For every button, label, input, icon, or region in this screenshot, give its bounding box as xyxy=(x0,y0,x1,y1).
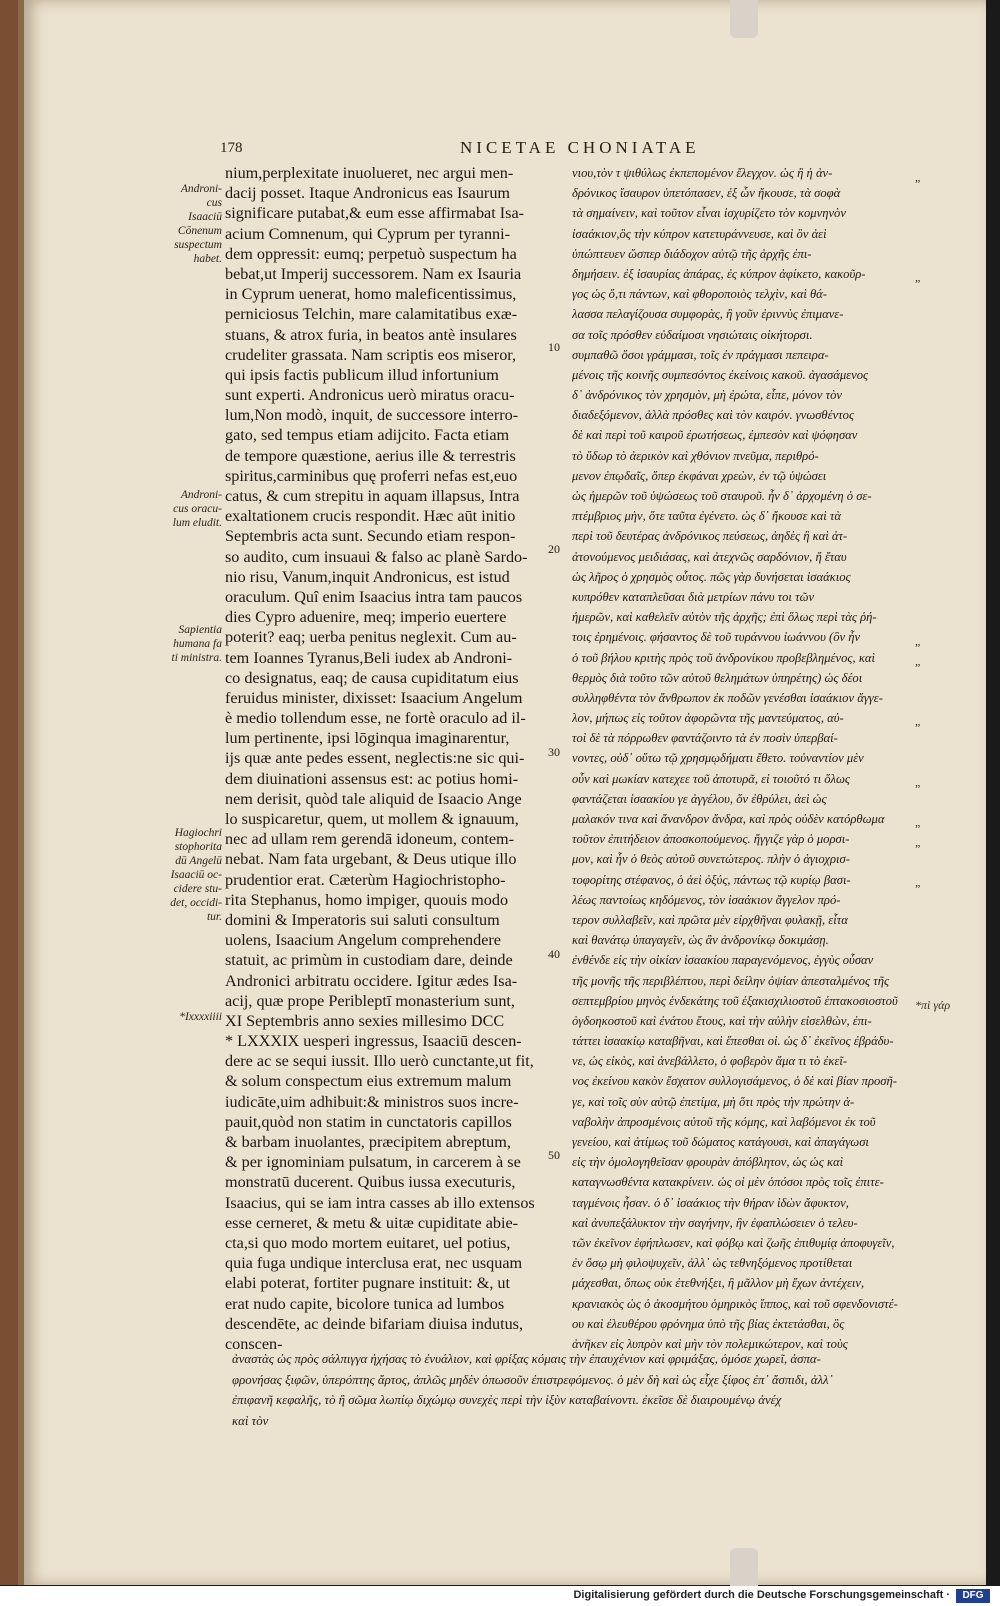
greek-text-line: θερμὸς διὰ τοῦτο τῶν αὐτοῦ θελημάτων ὑπηρέτης) ὡς δέοι xyxy=(572,670,863,685)
latin-text-line: sunt experti. Andronicus uerò miratus oracu- xyxy=(225,386,515,405)
greek-text-line: οὖν καὶ μωκίαν κατεχεε τοῦ ἀποτυρᾶ, εἰ τοιοῦτό τι ὅλως xyxy=(572,771,851,786)
greek-text-line: γε, καὶ τοῖς σὺν αὐτῷ ἐπετίμα, μὴ ὅτι πρὸς τὴν πρώτην ἀ- xyxy=(572,1094,855,1109)
funding-notice: Digitalisierung gefördert durch die Deutsche Forschungsgemeinschaft · xyxy=(573,1589,950,1601)
latin-text-line: esse cerneret, & metu & uitæ cupiditate abie- xyxy=(225,1213,519,1232)
latin-text-line: qui ipsis factis publicum illud infortunium xyxy=(225,365,499,384)
latin-text-line: tem Ioannes Tyranus,Beli iudex ab Androni- xyxy=(225,648,513,667)
dfg-logo: DFG xyxy=(956,1589,990,1603)
greek-text-line: νοντες, οὐδ᾽ οὕτω τῷ χρησμῳδήματι ἔθετο. τοὐναντίον μὲν xyxy=(572,751,864,766)
greek-text-line: σα τοῖς πρόσθεν εὐδαίμοσι νησιώταις οἰκήτορσι. xyxy=(572,327,813,342)
margin-note: Androni- cus Isaaciū Cōnenum suspectum habet. xyxy=(174,183,222,265)
greek-text-line: μαλακόν τινα καὶ ἄνανδρον ἄνδρα, καὶ πρὸς οὐδὲν κατόρθωμα xyxy=(572,812,885,826)
quote-mark: „ xyxy=(915,815,921,829)
greek-text-line: ἐπιφανῆ κεφαλῆς, τὸ ἢ σῶμα λωπίῳ διχώμῳ συνεχὲς περὶ τὴν ἰξὺν καταβαίνοντι. ἐκεῖσε δὲ διαιρουμένῳ ἀνέχ xyxy=(232,1393,782,1407)
line-number: 30 xyxy=(548,745,560,759)
latin-text-line: & solum conspectum eius extremum malum xyxy=(225,1072,512,1091)
latin-text-line: dacij posset. Itaque Andronicus eas Isaurum xyxy=(225,184,511,203)
quote-mark: „ xyxy=(915,875,921,889)
bottom-greek-block xyxy=(232,1349,922,1431)
latin-text-line: nem derisit, quòd tale aliquid de Isaacio Ange xyxy=(225,789,522,808)
latin-text-line: & per ignominiam pulsatum, in carcerem à se xyxy=(225,1153,521,1172)
greek-text-line: ἡμερῶν, καὶ καθελεῖν αὐτὸν τῆς ἀρχῆς; ἐπὶ ὅλως περὶ τὰς ῥή- xyxy=(572,610,877,625)
page-number: 178 xyxy=(220,140,243,156)
latin-text-line: monstratū ducerent. Quibus iussa executuris, xyxy=(225,1173,516,1192)
latin-text-line: de tempore quæstione, aerius ille & terrestris xyxy=(225,446,516,465)
latin-text-line: & barbam inuolantes, præcipitem abreptum, xyxy=(225,1133,511,1151)
latin-text-line: exaltationem crucis respondit. Hæc aūt initio xyxy=(225,507,516,526)
greek-text-line: σεπτεμβρίου μηνὸς ἑνδεκάτης τοῦ ἑξακισχιλιοστοῦ ἑπτακοσιοστοῦ xyxy=(572,993,898,1008)
greek-text-line: ου καὶ ἐλευθέρου φρόνημα ὑπὸ τῆς βίας ἐκτετάσθαι, ὃς xyxy=(572,1316,845,1331)
line-number: 50 xyxy=(548,1148,560,1162)
line-number: 40 xyxy=(548,947,560,961)
greek-text-line: τερον συλλαβεῖν, καὶ πρῶτα μὲν εἰρχθῆναι φυλακῇ, εἶτα xyxy=(572,912,848,927)
latin-text-line: spiritus,carminibus quę proferri nefas est,euo xyxy=(225,466,518,485)
greek-text-line: ἐνθένδε εἰς τὴν οἰκίαν ἰσαακίου παραγενόμενος, ἐγγὺς οὖσαν xyxy=(572,953,874,968)
greek-text-line: πτέμβριος μὴν, ὅτε ταῦτα ἐγένετο. ὡς δ᾽ ἤκουσε καὶ τὰ xyxy=(572,509,842,524)
latin-text-line: Septembris acta sunt. Secundo etiam respon- xyxy=(225,527,516,546)
quote-mark: „ xyxy=(915,634,921,648)
latin-text-line: rita Stephanus, homo impiger, quouis modo xyxy=(225,890,509,909)
greek-text-line: λασσα πελαγίζουσα συμφορὰς, ἢ γοῦν ἐριννὺς ἐπιμανε- xyxy=(572,307,844,322)
greek-text-line: μενον ἐπῳδαῖς, ὅπερ ἐκφάναι χρεὼν, ἐν τῷ ὑψώσει xyxy=(572,468,827,483)
line-number: 10 xyxy=(548,340,560,354)
latin-text-line: nio risu, Vanum,inquit Andronicus, est istud xyxy=(225,567,510,586)
greek-text-line: συμπαθῶ ὅσοι γράμμασι, τοῖς ἐν πράγμασι πεπειρα- xyxy=(572,347,829,362)
latin-text-line: descendēte, ac deinde bifariam diuisa indutus, xyxy=(225,1314,524,1333)
greek-text-line: ὡς ἡμερῶν τοῦ ὑψώσεως τοῦ σταυροῦ. ἦν δ᾽ ἀρχομένη ὁ σε- xyxy=(572,489,872,503)
latin-text-line: conscen- xyxy=(225,1334,283,1353)
greek-text-line: ἐν ὅσῳ μὴ φιλοψυχεῖν, ἀλλ᾽ ὡς τεθνηξόμενος προτίθεται xyxy=(572,1256,853,1271)
running-title: NICETAE CHONIATAE xyxy=(460,138,700,157)
latin-text-line: lum,Non modò, inquit, de successore interro- xyxy=(225,406,519,425)
margin-note: Androni- cus oracu- lum eludit. xyxy=(172,489,222,529)
greek-text-line: συλληφθέντα τὸν ἄνθρωπον ἐκ ποδῶν γενέσθαι ἰσαάκιον ἄγγε- xyxy=(572,690,883,705)
greek-text-line: τὸ ὕδωρ τὸ ἀερικὸν καὶ χθόνιον πνεῦμα, περιθρό- xyxy=(572,448,819,463)
greek-text-line: ὁ τοῦ βήλου κριτὴς πρὸς τοῦ ἀνδρονίκου προβεβλημένος, καὶ xyxy=(572,650,875,665)
latin-text-line: dem diuinationi assensus est: ac potius homi- xyxy=(225,769,519,788)
greek-text-line: κυπρόθεν καταπλεῦσαι διὰ μετρίων πάνυ τοι τῶν xyxy=(572,589,815,604)
latin-text-line: perniciosus Telchin, mare calamitatibus exæ- xyxy=(225,305,518,324)
margin-note: Hagiochri stophorita dū Angelū Isaaciū oc- cidere stu- det, occidi- tur. xyxy=(170,827,222,923)
book-spine xyxy=(0,0,18,1585)
latin-text-line: stuans, & atrox furia, in beatos antè insulares xyxy=(225,325,517,344)
quote-mark: „ xyxy=(915,170,921,184)
greek-text-line: γενείου, καὶ ἀτίμως τοῦ δώματος κατάγουσι, καὶ ἀπαγάγωσι xyxy=(572,1135,869,1149)
greek-column xyxy=(572,163,912,1354)
greek-text-line: ναβολὴν ἀπροσμένοις αὐτοῦ τῆς κόμης, καὶ λαβόμενοι ἐκ τοῦ xyxy=(572,1114,876,1129)
greek-text-line: περὶ τοῦ δευτέρας ἀνδρόνικος πεύσεως, ἀηδὲς ἢ καὶ ἀτ- xyxy=(572,529,848,544)
latin-text-line: dies Cypro aduenire, meq; imperio euertere xyxy=(225,608,507,627)
latin-text-line: uolens, Isaacium Angelum comprehendere xyxy=(225,931,501,950)
greek-text-line: μον, καὶ ἦν ὁ θεὸς αὐτοῦ συνετώτερος. πλὴν ὁ ἁγιοχρισ- xyxy=(572,852,850,867)
latin-text-line: feruidus minister, dixisset: Isaacium Angelum xyxy=(225,688,523,707)
greek-text-line: καταγνωσθέντα κατακρίνειν. ὡς οἱ μὲν ὁπόσοι πρὸς τοῖς ἐπιτε- xyxy=(572,1175,884,1190)
latin-text-line: nebat. Nam fata urgebant, & Deus utique illo xyxy=(225,850,517,869)
latin-text-line: Isaacius, qui se iam intra casses ab illo extensos xyxy=(225,1193,535,1212)
latin-text-line: acium Comnenum, qui Cyprum per tyranni- xyxy=(225,224,511,243)
greek-text-line: δημήσειν. ἐξ ἰσαυρίας ἀπάρας, ἐς κύπρον ἀφίκετο, κακοῦρ- xyxy=(572,266,866,281)
greek-text-line: δρόνικος ἴσαυρον ὑπετόπασεν, ἐξ ὧν ἤκουσε, τὰ σοφὰ xyxy=(572,186,841,201)
page-clip-top xyxy=(730,0,758,38)
latin-text-line: erat nudo capite, bicolore tunica ad lumbos xyxy=(225,1294,505,1313)
greek-text-line: ὑπώπτευεν ὥσπερ διάδοχον αὐτῷ τῆς ἀρχῆς ἐπι- xyxy=(572,246,812,261)
greek-text-line: κρανιακὸς ὡς ὁ ἀκοσμήτου ὁμηρικὸς ἵππος, καὶ τοῦ σφενδονιστέ- xyxy=(572,1296,898,1311)
greek-text-line: τοὶ δὲ τὰ πόρρωθεν φαντάζοιντο τὰ ἐν ποσὶν ὑπερβαί- xyxy=(572,731,838,746)
latin-text-line: lo suspicaretur, quem, ut mollem & ignauum, xyxy=(225,810,519,828)
margin-note: Sapientia humana fa ti ministra. xyxy=(171,624,222,664)
latin-column xyxy=(225,163,555,1354)
greek-text-line: δ᾽ ἀνδρόνικος τὸν χρησμὸν, μὴ ἐρώτα, εἶπε, μόνον τὸν xyxy=(572,388,842,403)
greek-text-line: τάττει ἰσαακίῳ καταβῆναι, καὶ ἕπεσθαι οἱ. ὡς δ᾽ ἐκεῖνος ἐβράδυ- xyxy=(572,1034,894,1049)
latin-text-line: dere ac se sequi iussit. Illo uerò cunctante,ut fit, xyxy=(225,1052,534,1071)
margin-note: *Ixxxxiiii xyxy=(179,1011,222,1023)
latin-text-line: dem oppressit: eumq; perpetuò suspectum ha xyxy=(225,244,517,263)
latin-text-line: ijs quæ ante pedes essent, neglectis:ne sic qui- xyxy=(225,749,525,768)
latin-text-line: crudeliter grassata. Nam scriptis eos miseror, xyxy=(225,345,517,364)
greek-text-line: εἰς τὴν ὁμολογηθεῖσαν φρουρὰν ἀπόβλητον, ὡς ὡς καὶ xyxy=(572,1155,844,1170)
latin-text-line: nium,perplexitate inuolueret, nec argui men- xyxy=(225,164,514,182)
greek-text-line: τὰ σημαίνειν, καὶ τοῦτον εἶναι ἰσχυρίζετο τὸν κομνηνὸν xyxy=(572,206,846,221)
latin-text-line: co designatus, eaq; de causa cupiditatum eius xyxy=(225,668,519,687)
line-number: 20 xyxy=(548,542,560,556)
greek-text-line: λέως παντοίως κηδόμενος, τὸν ἰσαάκιον ἄγγελον πρό- xyxy=(572,892,841,907)
latin-text-line: so audito, cum insuaui & falso ac planè Sardo- xyxy=(225,547,528,566)
greek-text-line: καὶ θανάτῳ ὑπαγαγεῖν, ὡς ἂν ἀνδρονίκῳ δοκιμάσῃ. xyxy=(572,933,829,948)
quote-mark: „ xyxy=(915,714,921,728)
latin-text-line: gato, sed tempus etiam adijcito. Facta etiam xyxy=(225,426,510,445)
latin-text-line: quia fuga undique interclusa erat, nec usquam xyxy=(225,1254,523,1273)
greek-text-line: τῆς μονῆς τῆς περιβλέπτου, περὶ δείλην ὀψίαν ἀπεσταλμένος τῆς xyxy=(572,973,890,988)
greek-text-line: ἀνῆκεν εἰς λυπρὸν καὶ μὴν τὸν πολεμικώτερον, καὶ τοὺς xyxy=(572,1336,848,1351)
greek-text-line: δὲ καὶ περὶ τοῦ καιροῦ ἐρωτήσεως, ἐμπεσὸν καὶ ψόφησαν xyxy=(572,428,858,443)
latin-text-line: nec ad ullam rem gerendā idoneum, contem- xyxy=(225,830,515,849)
greek-text-line: μάχεσθαι, ὅπως οὐκ ἐτεθνήξει, ἢ μᾶλλον μὴ ἔχων ἀντέχειν, xyxy=(572,1276,865,1291)
greek-text-line: διαδεξόμενον, ἀλλὰ πρόσθες καὶ τὸν καιρόν. γνωσθέντος xyxy=(572,408,855,423)
greek-text-line: ὀγδοηκοστοῦ καὶ ἐνάτου ἔτους, καὶ τὴν αὐλὴν εἰσελθὼν, ἐπι- xyxy=(572,1013,872,1028)
latin-text-line: in Cyprum uenerat, homo maleficentissimus, xyxy=(225,285,517,304)
greek-text-line: τοις ἐρημένοις. φήσαντος δὲ τοῦ τυράννου ἰωάννου (ὃν ἦν xyxy=(572,630,861,645)
latin-text-line: domini & Imperatoris sui saluti consultum xyxy=(225,910,500,929)
latin-text-line: prudentior erat. Cæterùm Hagiochristopho- xyxy=(225,870,506,889)
greek-text-line: τοῦτον ἐπιτήδειον ἀποσκοπούμενος. ἤγγιζε γὰρ ὁ μορσι- xyxy=(572,832,850,847)
latin-text-line: elabi poterat, fortiter pugnare instituit: &, ut xyxy=(225,1274,511,1293)
greek-text-line: μένοις τῆς κοινῆς συμπεσόντος ἐκείνοις κακοῦ. ἀγασάμενος xyxy=(572,367,869,382)
footer-bar xyxy=(0,1586,1000,1606)
greek-text-line: νε, ὡς εἰκὸς, καὶ ἀνεβάλλετο, ὁ φοβερὸν ἄμα τι τὸ ἐκεῖ- xyxy=(572,1054,848,1069)
page-clip-bottom xyxy=(730,1548,758,1588)
quote-mark: „ xyxy=(915,775,921,789)
greek-text-line: λον, μήπως εἰς τοῦτον ἀφορῶντα τῆς μαντεύματος, αὐ- xyxy=(572,711,844,726)
greek-text-line: γος ὡς ὅ,τι πάντων, καὶ φθοροποιὸς τελχὶν, καὶ θά- xyxy=(572,287,827,302)
greek-text-line: φαντάζεται ἰσαακίου γε ἀγγέλου, ὅν ἐθρύλει, ἀεὶ ὡς xyxy=(572,791,827,806)
latin-text-line: poterit? eaq; uerba penitus neglexit. Cum au- xyxy=(225,628,517,647)
latin-text-line: * LXXXIX uesperi ingressus, Isaaciū descen- xyxy=(225,1032,522,1051)
page-header xyxy=(220,138,920,164)
latin-text-line: catus, & cum strepitu in aquam illapsus, Intra xyxy=(225,487,520,505)
latin-text-line: significare putabat,& eum esse affirmabat Isa- xyxy=(225,204,525,223)
greek-text-line: νιου,τὸν τ ψιθύλως ἐκπεπομένον ἔλεγχον. ὡς ἢ ἡ ἀν- xyxy=(572,166,833,180)
greek-text-line: καὶ τὸν xyxy=(232,1413,269,1428)
greek-text-line: τοφορίτης στέφανος, ὁ ἀεὶ ὀξύς, πάντως τῷ κυρίῳ βασι- xyxy=(572,872,851,887)
greek-text-line: ταγμένοις ἦσαν. ὁ δ᾽ ἰσαάκιος τὴν θήραν ἰδὼν ἄφυκτον, xyxy=(572,1195,849,1210)
latin-text-line: è medio tollendum esse, ne fortè oraculo ad il- xyxy=(225,709,526,728)
latin-text-line: lum pertinente, ipsi lōginqua imaginarentur, xyxy=(225,729,510,748)
latin-text-line: XI Septembris anno sexies millesimo DCC xyxy=(225,1011,505,1030)
quote-mark: „ xyxy=(915,270,921,284)
greek-text-line: ἰσαάκιον,ὃς τὴν κύπρον κατετυράννευσε, καὶ ὃν ἀεὶ xyxy=(572,226,827,241)
quote-mark: „ xyxy=(915,654,921,668)
latin-text-line: Andronici arbitratu occidere. Igitur ædes Isa- xyxy=(225,971,518,990)
greek-text-line: ἀναστὰς ὡς πρὸς σάλπιγγα ἠχήσας τὸ ἐνυάλιον, καὶ φρίξας κόμαις τὴν ἐπαυχένιον καὶ φριμάξας, ὁμόσε χωρεῖ, ἀσπα- xyxy=(232,1352,821,1366)
latin-text-line: oraculum. Quî enim Isaacius intra tam paucos xyxy=(225,587,523,606)
latin-text-line: statuit, ac primùm in custodiam dare, deinde xyxy=(225,951,513,970)
greek-text-line: ὡς λῆρος ὁ χρησμὸς οὗτος. πῶς γὰρ δυνήσεται ἰσαάκιος xyxy=(572,569,851,584)
latin-text-line: cta,si quo modo mortem euitaret, uel potius, xyxy=(225,1233,511,1252)
margin-variant: *πὶ γάρ xyxy=(915,998,951,1012)
latin-text-line: pauit,quòd non statim in cunctatoris capillos xyxy=(225,1112,512,1131)
greek-text-line: ἀτονούμενος μειδιάσας, καὶ ἀτεχνῶς σαρδόνιον, ἤ ἔταυ xyxy=(572,549,847,564)
quote-mark: „ xyxy=(915,835,921,849)
greek-text-line: νος ἐκείνου κακὸν ἔσχατον συλλογισάμενος, ὁ δὲ καὶ βίαν προσῆ- xyxy=(572,1074,897,1089)
latin-text-line: acij, quæ prope Peribleptī monasterium sunt, xyxy=(225,991,515,1010)
latin-text-line: iudicāte,uim adhibuit:& ministros suos incre- xyxy=(225,1092,519,1111)
greek-text-line: τῶν ἐκεῖνον ἐφήπλωσεν, καὶ φόβῳ καὶ ζωῆς ἐπιθυμίᾳ ἀποφυγεῖν, xyxy=(572,1235,895,1250)
latin-text-line: bebat,ut Imperij successorem. Nam ex Isauria xyxy=(225,264,522,283)
greek-text-line: φρονήσας ξιφῶν, ὑπερόπτης ἄρτος, ἁπλῶς μηδὲν ὁπωσοῦν ἐπιστρεφόμενος. ὁ μὲν δὴ καὶ ὡς εἶχε ξίφος ἐπ᾽ ἄσπιδι, ἀλλ᾽ xyxy=(232,1372,833,1387)
greek-text-line: καὶ ἀνυπεξάλυκτον τὴν σαγήνην, ἣν ἐφαπλώσειεν ὁ τελευ- xyxy=(572,1215,858,1230)
